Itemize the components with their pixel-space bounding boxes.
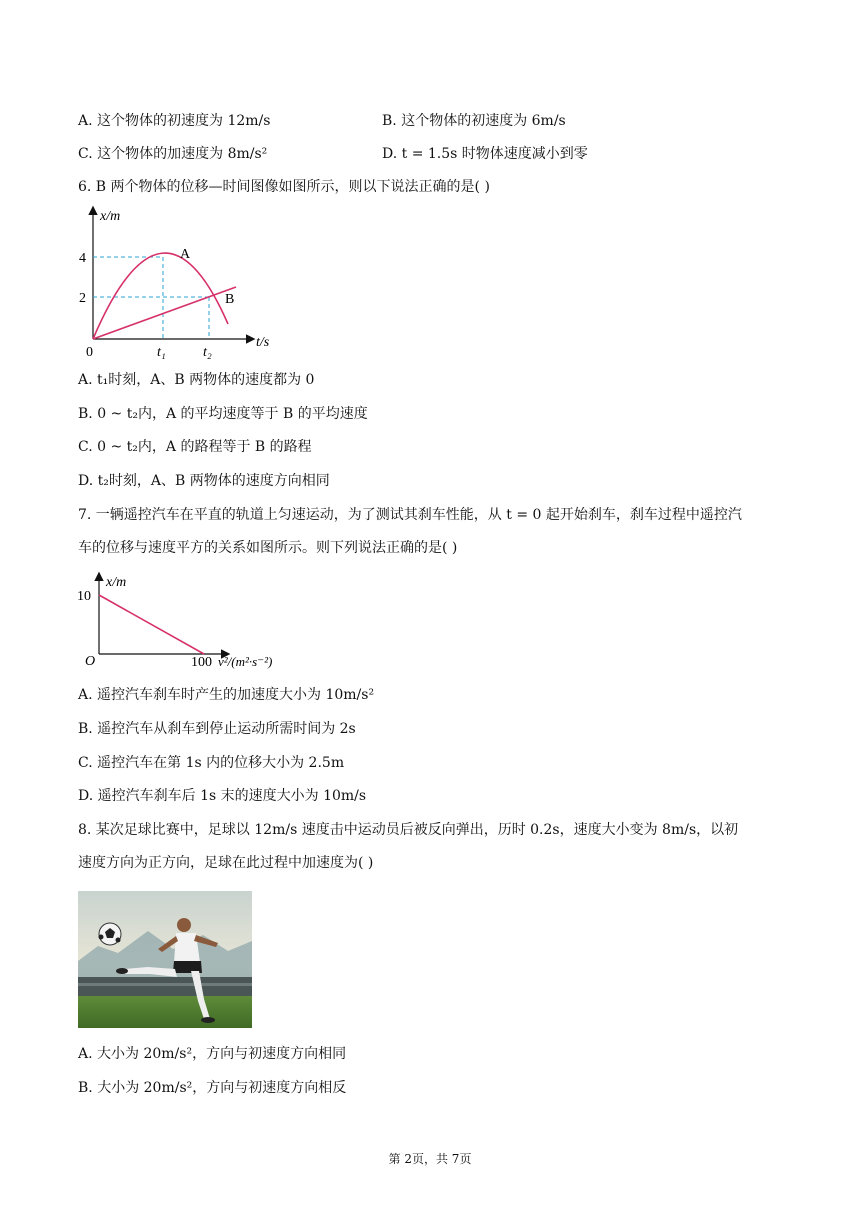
q8-stem-line2: 速度方向为正方向，足球在此过程中加速度为( ) — [78, 855, 374, 871]
q7-option-a: A. 遥控汽车刹车时产生的加速度大小为 10m/s² — [78, 687, 375, 703]
q6-origin-label: 0 — [86, 345, 93, 360]
soccer-player-photo — [78, 891, 252, 1028]
page-footer: 第 2页，共 7页 — [388, 1152, 472, 1166]
q6-curve-a — [93, 253, 228, 339]
q6-stem: 6. B 两个物体的位移—时间图像如图所示，则以下说法正确的是( ) — [78, 179, 490, 195]
q6-option-b: B. 0 ~ t₂内，A 的平均速度等于 B 的平均速度 — [78, 406, 368, 422]
q7-y-intercept: 10 — [77, 589, 91, 604]
q7-option-d: D. 遥控汽车刹车后 1s 末的速度大小为 10m/s — [78, 788, 367, 804]
q6-option-d: D. t₂时刻，A、B 两物体的速度方向相同 — [78, 473, 330, 489]
q6-y-tick-2: 2 — [79, 291, 86, 306]
q6-label-a: A — [180, 247, 191, 262]
q7-y-axis-label: x/m — [106, 575, 127, 590]
q7-line — [99, 595, 204, 654]
q7-x-v2-graph — [76, 568, 306, 676]
q6-x-tick-t1: t₁ — [157, 345, 166, 360]
q7-x-axis-label: v²/(m²·s⁻²) — [218, 654, 273, 669]
soccer-ball-icon — [99, 923, 122, 945]
q6-x-axis-label: t/s — [256, 335, 270, 350]
q6-option-a: A. t₁时刻，A、B 两物体的速度都为 0 — [78, 372, 315, 388]
q7-origin: O — [85, 654, 96, 669]
q6-x-tick-t2: t₂ — [203, 345, 212, 360]
q6-y-axis-label: x/m — [100, 209, 121, 224]
q7-option-c: C. 遥控汽车在第 1s 内的位移大小为 2.5m — [78, 755, 345, 771]
q6-option-c: C. 0 ~ t₂内，A 的路程等于 B 的路程 — [78, 439, 312, 455]
q7-stem-line2: 车的位移与速度平方的关系如图所示。则下列说法正确的是( ) — [78, 540, 458, 556]
q5-option-d: D. t = 1.5s 时物体速度减小到零 — [382, 146, 588, 162]
q6-y-tick-4: 4 — [79, 251, 86, 266]
q8-option-a: A. 大小为 20m/s²，方向与初速度方向相同 — [78, 1046, 347, 1062]
q5-option-b: B. 这个物体的初速度为 6m/s — [382, 113, 566, 129]
q8-option-b: B. 大小为 20m/s²，方向与初速度方向相反 — [78, 1080, 347, 1096]
q8-stem-line1: 8. 某次足球比赛中，足球以 12m/s 速度击中运动员后被反向弹出，历时 0.2s，速度大小变为 8m/s，以初 — [78, 822, 739, 838]
q7-x-intercept: 100 — [191, 655, 212, 670]
q7-stem-line1: 7. 一辆遥控汽车在平直的轨道上匀速运动，为了测试其刹车性能，从 t = 0 起开始刹车，刹车过程中遥控汽 — [78, 507, 742, 523]
q5-option-a: A. 这个物体的初速度为 12m/s — [78, 113, 271, 129]
q5-option-c: C. 这个物体的加速度为 8m/s² — [78, 146, 268, 162]
q6-xt-graph — [76, 200, 276, 368]
q6-label-b: B — [225, 292, 235, 307]
q7-option-b: B. 遥控汽车从刹车到停止运动所需时间为 2s — [78, 721, 356, 737]
